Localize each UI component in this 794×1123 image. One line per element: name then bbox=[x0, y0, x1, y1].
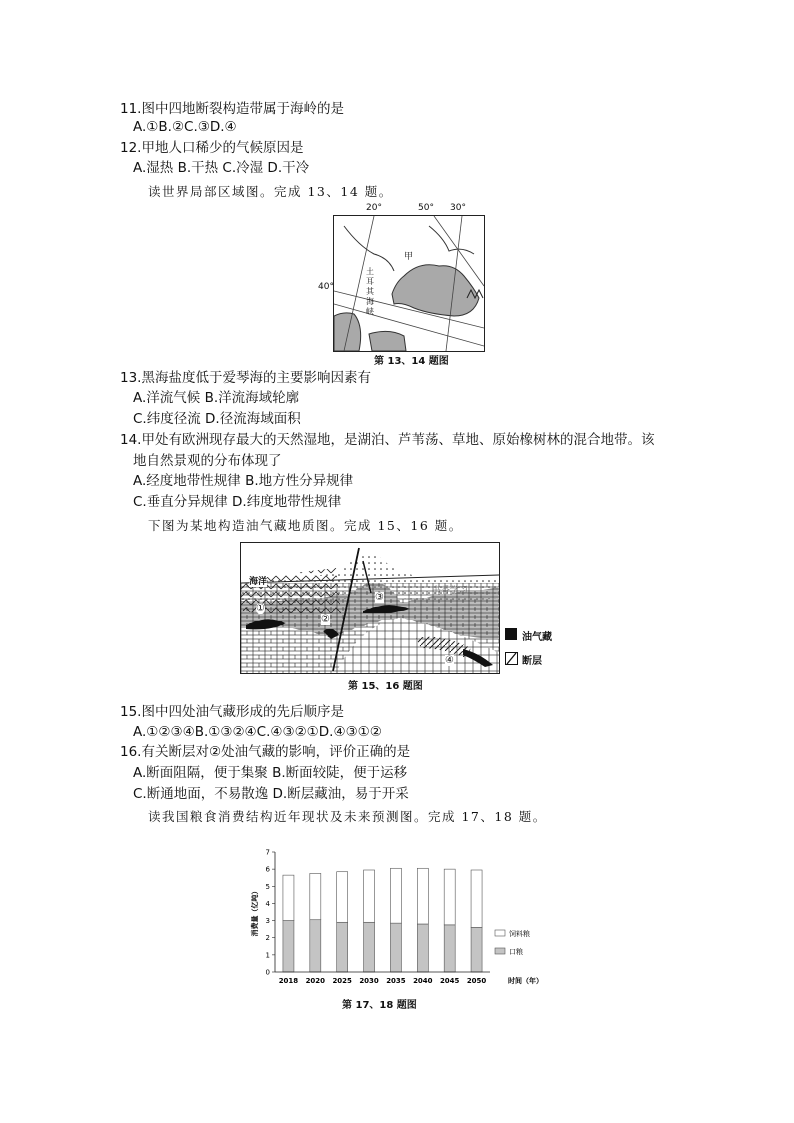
map-figure bbox=[318, 203, 498, 351]
q16-opt2: C.断通地面，不易散逸 D.断层藏油，易于开采 bbox=[133, 786, 409, 802]
x-tick-label: 2040 bbox=[413, 977, 433, 985]
bar-ration-2040 bbox=[417, 924, 428, 972]
legend-fault-swatch bbox=[505, 652, 518, 665]
grain-consumption-chart bbox=[245, 840, 545, 1010]
bar-ration-2050 bbox=[471, 927, 482, 972]
q13-opt2: C.纬度径流 D.径流海域面积 bbox=[133, 411, 301, 427]
legend-oil-label: 油气藏 bbox=[522, 632, 552, 643]
bar-feed-2040 bbox=[417, 868, 428, 924]
y-tick-label: 4 bbox=[265, 899, 270, 908]
x-axis-label: 时间（年） bbox=[508, 977, 543, 985]
lat-40: 40° bbox=[318, 282, 334, 292]
intro-13-14: 读世界局部区域图。完成 13、14 题。 bbox=[148, 184, 393, 199]
q16-stem: 16.有关断层对②处油气藏的影响，评价正确的是 bbox=[120, 744, 411, 760]
map-svg bbox=[333, 215, 485, 352]
q15-stem: 15.图中四处油气藏形成的先后顺序是 bbox=[120, 704, 344, 720]
label-turkish-strait: 土耳其海峡 bbox=[366, 267, 374, 316]
bar-ration-2020 bbox=[310, 920, 321, 972]
bar-feed-2025 bbox=[337, 872, 348, 923]
bar-feed-2030 bbox=[364, 870, 375, 922]
x-tick-label: 2030 bbox=[359, 977, 379, 985]
q15-options: A.①②③④B.①③②④C.④③②①D.④③①② bbox=[133, 724, 382, 740]
y-tick-label: 1 bbox=[265, 951, 270, 960]
watermark-text: 书香学习 bbox=[432, 586, 469, 596]
q14-opt2: C.垂直分异规律 D.纬度地带性规律 bbox=[133, 494, 342, 510]
q11-options: A.①B.②C.③D.④ bbox=[133, 119, 237, 135]
x-tick-label: 2045 bbox=[439, 977, 460, 985]
q16-opt1: A.断面阻隔，便于集聚 B.断面较陡，便于运移 bbox=[133, 765, 408, 781]
q14-stem-line1: 14.甲处有欧洲现存最大的天然湿地，是湖泊、芦苇荡、草地、原始橡树林的混合地带。该 bbox=[120, 432, 655, 448]
label-circle-4: ④ bbox=[445, 655, 454, 666]
q14-stem-line2: 地自然景观的分布体现了 bbox=[133, 453, 282, 469]
bar-ration-2025 bbox=[337, 922, 348, 972]
bar-ration-2030 bbox=[364, 922, 375, 972]
bar-ration-2018 bbox=[283, 921, 294, 972]
y-tick-label: 5 bbox=[265, 882, 270, 891]
lon-50: 50° bbox=[418, 203, 434, 213]
legend-feed-label: 饲料粮 bbox=[509, 930, 530, 938]
x-tick-label: 2025 bbox=[332, 977, 352, 985]
coast-line bbox=[344, 226, 394, 271]
y-tick-label: 6 bbox=[265, 865, 270, 874]
lon-20: 20° bbox=[366, 203, 382, 213]
geologic-figure bbox=[240, 542, 500, 674]
q12-stem: 12.甲地人口稀少的气候原因是 bbox=[120, 140, 304, 156]
label-circle-1: ① bbox=[256, 603, 265, 614]
aegean-sea bbox=[334, 313, 361, 351]
bar-ration-2035 bbox=[390, 923, 401, 972]
x-tick-label: 2035 bbox=[386, 977, 406, 985]
legend-ration-swatch bbox=[495, 948, 505, 954]
y-tick-label: 0 bbox=[265, 968, 270, 977]
map-caption: 第 13、14 题图 bbox=[374, 356, 449, 367]
bar-feed-2018 bbox=[283, 875, 294, 920]
intro-15-16: 下图为某地构造油气藏地质图。完成 15、16 题。 bbox=[148, 518, 463, 533]
y-tick-label: 3 bbox=[265, 917, 270, 926]
legend-feed-swatch bbox=[495, 930, 505, 936]
q12-options: A.湿热 B.干热 C.冷湿 D.干冷 bbox=[133, 160, 310, 176]
q14-opt1: A.经度地带性规律 B.地方性分异规律 bbox=[133, 473, 354, 489]
x-tick-label: 2050 bbox=[466, 977, 487, 985]
label-circle-2: ② bbox=[321, 614, 330, 625]
bar-feed-2020 bbox=[310, 873, 321, 919]
lon-30: 30° bbox=[450, 203, 466, 213]
label-jia: 甲 bbox=[404, 252, 414, 262]
q11-stem: 11.图中四地断裂构造带属于海岭的是 bbox=[120, 101, 344, 117]
y-tick-label: 7 bbox=[265, 848, 270, 857]
label-ocean: 海洋 bbox=[249, 574, 267, 587]
intro-17-18: 读我国粮食消费结构近年现状及未来预测图。完成 17、18 题。 bbox=[148, 809, 547, 824]
legend-oil-swatch bbox=[505, 628, 517, 640]
y-axis-label: 消费量（亿吨） bbox=[251, 887, 259, 937]
geo-caption: 第 15、16 题图 bbox=[348, 681, 423, 692]
x-tick-label: 2018 bbox=[278, 977, 299, 985]
bar-ration-2045 bbox=[444, 925, 455, 972]
mediterranean-sea bbox=[369, 331, 406, 351]
q13-opt1: A.洋流气候 B.洋流海域轮廓 bbox=[133, 390, 300, 406]
bar-feed-2050 bbox=[471, 870, 482, 927]
q13-stem: 13.黑海盐度低于爱琴海的主要影响因素有 bbox=[120, 370, 371, 386]
legend-ration-label: 口粮 bbox=[509, 948, 523, 956]
label-circle-3: ③ bbox=[375, 592, 384, 603]
legend-fault-label: 断层 bbox=[522, 656, 542, 667]
bar-feed-2035 bbox=[390, 868, 401, 923]
y-tick-label: 2 bbox=[265, 934, 270, 943]
bar-feed-2045 bbox=[444, 869, 455, 925]
chart-caption: 第 17、18 题图 bbox=[342, 1000, 417, 1011]
x-tick-label: 2020 bbox=[305, 977, 326, 985]
